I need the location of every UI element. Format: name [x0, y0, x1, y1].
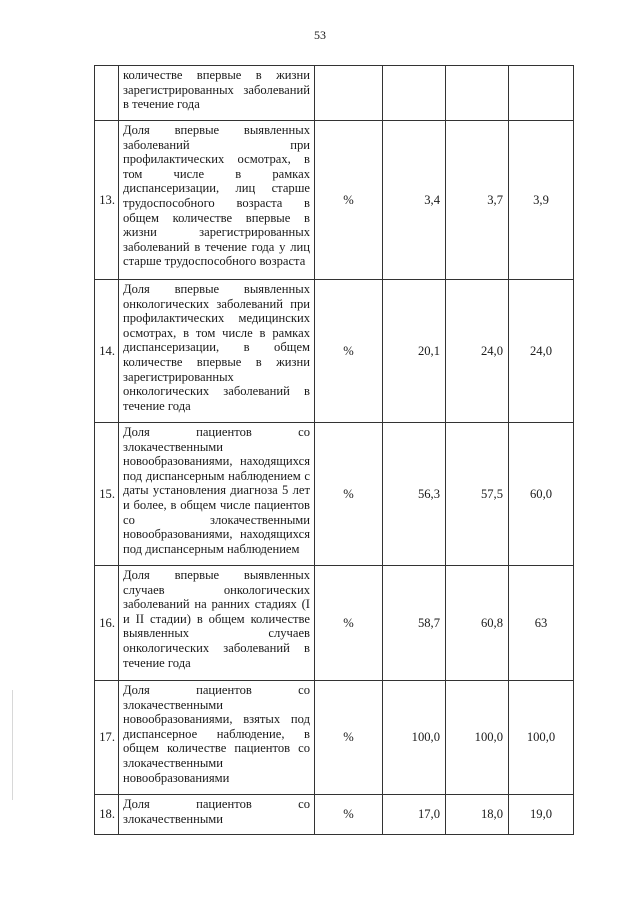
value-cell: 58,7 [383, 566, 446, 681]
value-cell: 100,0 [446, 681, 509, 795]
value-cell: 18,0 [446, 795, 509, 835]
row-number: 17. [95, 681, 119, 795]
indicators-table [94, 65, 574, 835]
value-cell [446, 66, 509, 121]
row-number: 14. [95, 280, 119, 423]
table-row [95, 795, 574, 835]
table-body [95, 66, 574, 835]
row-number [95, 66, 119, 121]
row-number: 18. [95, 795, 119, 835]
table-row [95, 681, 574, 795]
unit-cell: % [315, 121, 383, 280]
value-cell: 24,0 [509, 280, 574, 423]
value-cell: 56,3 [383, 423, 446, 566]
page-number: 53 [314, 28, 326, 42]
value-cell: 63 [509, 566, 574, 681]
scan-edge-mark [12, 690, 13, 800]
value-cell: 60,0 [509, 423, 574, 566]
table-row [95, 121, 574, 280]
unit-cell: % [315, 795, 383, 835]
unit-cell: % [315, 681, 383, 795]
indicator-description: Доля пациентов со злокачественными новообразованиями, взятых под диспансерное наблюдение, в общем количестве пациентов со злокачественными новообразованиями [119, 681, 315, 795]
value-cell: 3,4 [383, 121, 446, 280]
value-cell: 24,0 [446, 280, 509, 423]
value-cell: 3,7 [446, 121, 509, 280]
indicator-description: Доля впервые выявленных заболеваний при профилактических осмотрах, в том числе в рамках диспансеризации, лиц старше трудоспособного возраста в общем количестве впервые в жизни зарегистрированных заболеваний в течение года у лиц старше трудоспособного возраста [119, 121, 315, 280]
value-cell: 100,0 [509, 681, 574, 795]
indicator-description: Доля впервые выявленных случаев онкологических заболеваний на ранних стадиях (I и II стадии) в общем количестве выявленных случаев онкологических заболеваний в течение года [119, 566, 315, 681]
unit-cell: % [315, 423, 383, 566]
value-cell: 17,0 [383, 795, 446, 835]
value-cell: 20,1 [383, 280, 446, 423]
row-number: 16. [95, 566, 119, 681]
value-cell: 19,0 [509, 795, 574, 835]
unit-cell: % [315, 566, 383, 681]
value-cell [509, 66, 574, 121]
indicator-description: количестве впервые в жизни зарегистрированных заболеваний в течение года [119, 66, 315, 121]
value-cell: 60,8 [446, 566, 509, 681]
unit-cell [315, 66, 383, 121]
unit-cell: % [315, 280, 383, 423]
row-number: 15. [95, 423, 119, 566]
table-row [95, 280, 574, 423]
indicator-description: Доля впервые выявленных онкологических заболеваний при профилактических медицинских осмотрах, в том числе в рамках диспансеризации, в общем количестве впервые в жизни зарегистрированных онкологических заболеваний в течение года [119, 280, 315, 423]
indicator-description: Доля пациентов со злокачественными новообразованиями, находящихся под диспансерным наблюдением с даты установления диагноза 5 лет и более, в общем числе пациентов со злокачественными новообразованиями, находящихся под диспансерным наблюдением [119, 423, 315, 566]
value-cell: 3,9 [509, 121, 574, 280]
table-row [95, 566, 574, 681]
table-row [95, 66, 574, 121]
table-row [95, 423, 574, 566]
value-cell: 57,5 [446, 423, 509, 566]
indicator-description: Доля пациентов со злокачественными [119, 795, 315, 835]
value-cell: 100,0 [383, 681, 446, 795]
value-cell [383, 66, 446, 121]
row-number: 13. [95, 121, 119, 280]
